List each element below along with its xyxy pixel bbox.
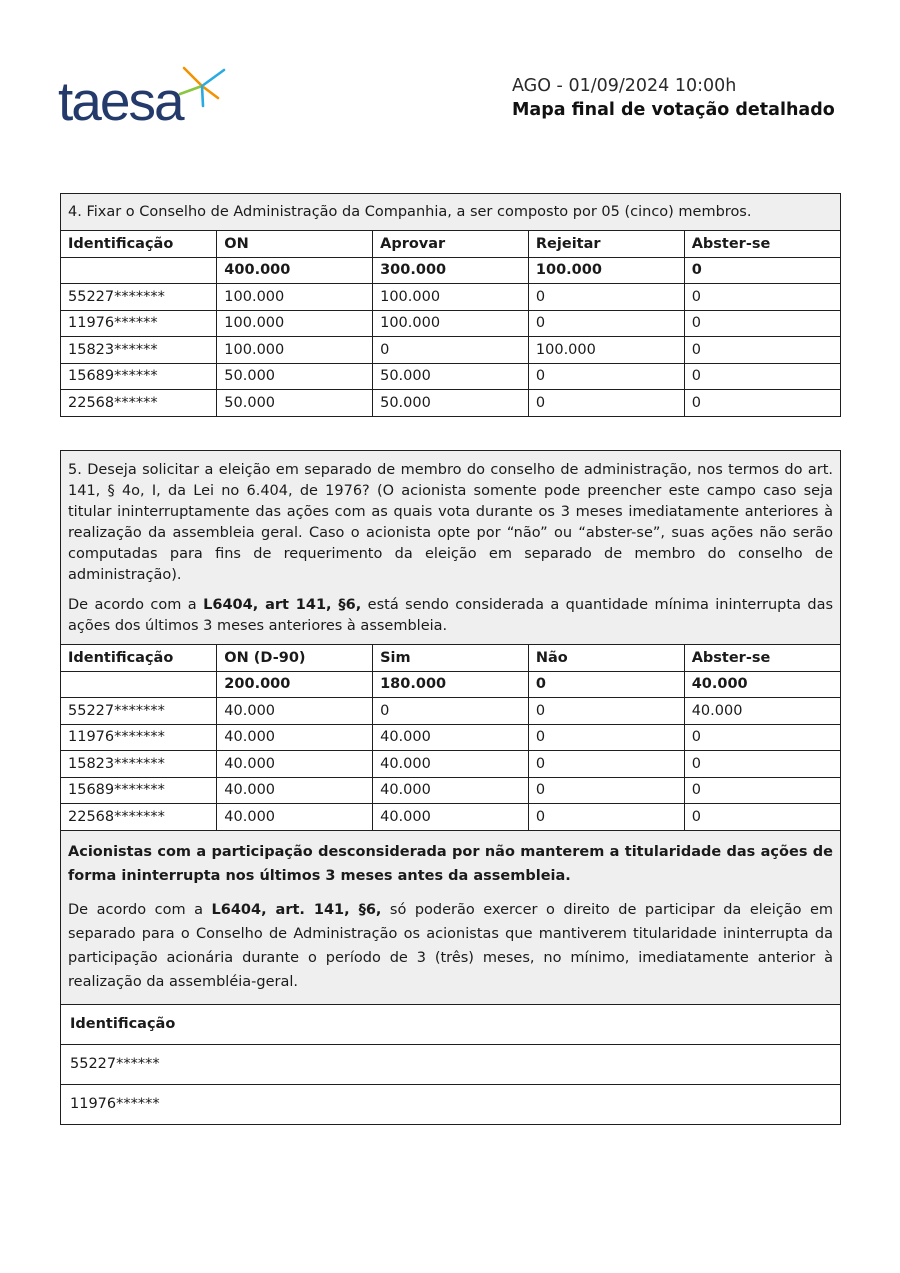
disregarded-list-header: Identificação xyxy=(70,1016,176,1032)
logo-star-icon xyxy=(176,64,230,114)
table-cell: 0 xyxy=(528,751,684,778)
table-cell: 40.000 xyxy=(217,698,373,725)
column-header: Sim xyxy=(373,645,529,671)
table-cell: 55227******* xyxy=(61,284,217,311)
table-cell: 50.000 xyxy=(373,390,529,416)
table-cell: 15689****** xyxy=(61,363,217,390)
table-cell: 0 xyxy=(684,777,840,804)
table-cell: 0 xyxy=(373,698,529,725)
question-5-title xyxy=(61,451,840,645)
table-cell: 0 xyxy=(684,363,840,390)
question-5-table xyxy=(61,645,840,831)
table-cell: 40.000 xyxy=(684,671,840,698)
column-header: Identificação xyxy=(61,231,217,257)
table-cell: 40.000 xyxy=(217,751,373,778)
table-cell: 0 xyxy=(373,337,529,364)
meeting-date: AGO - 01/09/2024 10:00h xyxy=(512,76,737,96)
table-cell: 0 xyxy=(528,363,684,390)
table-cell: 0 xyxy=(528,310,684,337)
table-cell xyxy=(61,671,217,698)
question-5-text: 5. Deseja solicitar a eleição em separado de membro do conselho de administração, nos termos do art. 141, § 4o, I, da Lei no 6.404, de 1976? (O acionista somente pode preencher este campo caso seja titular ininterruptamente das ações com as quais vota durante os 3 meses imediatamente anteriores à realização da assembleia geral. Caso o acionista opte por “não” ou “abster-se”, suas ações não serão computadas para fins de requerimento da eleição em separado de membro do conselho de administração). xyxy=(68,462,833,583)
column-header: Abster-se xyxy=(684,231,840,257)
table-cell: 0 xyxy=(684,724,840,751)
table-cell: 40.000 xyxy=(373,777,529,804)
table-cell: 22568****** xyxy=(61,390,217,416)
table-cell: 0 xyxy=(684,390,840,416)
table-cell: 100.000 xyxy=(217,337,373,364)
table-cell: 40.000 xyxy=(217,777,373,804)
table-cell: 100.000 xyxy=(528,337,684,364)
disregarded-basis: De acordo com a L6404, art. 141, §6, só poderão exercer o direito de participar da eleição em separado para o Conselho de Administração os acionistas que mantiverem titularidade ininterrupta da participação acionária durante o período de 3 (três) meses, no mínimo, imediatamente anterior à realização da assembléia-geral. xyxy=(68,901,833,990)
totals-row xyxy=(61,257,840,284)
disregarded-title: Acionistas com a participação desconsiderada por não manterem a titularidade das ações de forma ininterrupta nos últimos 3 meses antes da assembleia. xyxy=(68,843,833,884)
document-header xyxy=(512,74,835,122)
column-header: Rejeitar xyxy=(528,231,684,257)
table-row xyxy=(61,284,840,311)
table-cell: 0 xyxy=(528,698,684,725)
question-4-block xyxy=(60,193,841,417)
table-cell: 0 xyxy=(528,671,684,698)
table-row xyxy=(61,363,840,390)
column-header: ON (D-90) xyxy=(217,645,373,671)
table-cell: 40.000 xyxy=(373,804,529,831)
table-cell: 100.000 xyxy=(528,257,684,284)
list-item: 11976****** xyxy=(61,1084,840,1124)
table-row xyxy=(61,390,840,416)
table-cell: 100.000 xyxy=(217,284,373,311)
table-cell: 15823****** xyxy=(61,337,217,364)
table-cell: 11976******* xyxy=(61,724,217,751)
table-cell: 40.000 xyxy=(217,724,373,751)
table-row xyxy=(61,698,840,725)
logo-wordmark: taesa xyxy=(58,70,183,132)
disregarded-list xyxy=(61,1005,840,1124)
table-cell: 11976****** xyxy=(61,310,217,337)
table-cell: 0 xyxy=(684,804,840,831)
table-cell: 0 xyxy=(684,284,840,311)
column-header: Abster-se xyxy=(684,645,840,671)
table-header-row xyxy=(61,231,840,257)
table-cell: 22568******* xyxy=(61,804,217,831)
table-cell: 100.000 xyxy=(217,310,373,337)
table-row xyxy=(61,310,840,337)
table-cell: 400.000 xyxy=(217,257,373,284)
question-4-title: 4. Fixar o Conselho de Administração da Companhia, a ser composto por 05 (cinco) membros. xyxy=(61,194,840,231)
table-cell: 0 xyxy=(528,390,684,416)
table-cell: 0 xyxy=(684,257,840,284)
table-cell: 0 xyxy=(528,777,684,804)
table-cell: 0 xyxy=(528,804,684,831)
table-cell: 0 xyxy=(684,337,840,364)
table-row xyxy=(61,804,840,831)
list-item: 55227****** xyxy=(61,1044,840,1084)
table-row xyxy=(61,751,840,778)
table-cell: 50.000 xyxy=(373,363,529,390)
table-cell: 40.000 xyxy=(217,804,373,831)
table-cell: 40.000 xyxy=(684,698,840,725)
disregarded-shareholders-note xyxy=(61,831,840,1005)
table-row xyxy=(61,777,840,804)
table-cell: 15689******* xyxy=(61,777,217,804)
table-cell xyxy=(61,257,217,284)
column-header: Não xyxy=(528,645,684,671)
table-cell: 0 xyxy=(528,724,684,751)
question-5-basis: De acordo com a L6404, art 141, §6, está sendo considerada a quantidade mínima ininterrupta das ações dos últimos 3 meses anteriores à assembleia. xyxy=(68,597,834,634)
table-cell: 100.000 xyxy=(373,284,529,311)
company-logo xyxy=(58,64,230,134)
table-cell: 100.000 xyxy=(373,310,529,337)
table-cell: 0 xyxy=(684,751,840,778)
question-5-block xyxy=(60,450,841,1125)
table-cell: 180.000 xyxy=(373,671,529,698)
table-cell: 50.000 xyxy=(217,363,373,390)
table-cell: 0 xyxy=(528,284,684,311)
table-row xyxy=(61,724,840,751)
table-cell: 40.000 xyxy=(373,724,529,751)
question-4-table xyxy=(61,231,840,416)
table-cell: 300.000 xyxy=(373,257,529,284)
table-cell: 200.000 xyxy=(217,671,373,698)
table-cell: 15823******* xyxy=(61,751,217,778)
column-header: Aprovar xyxy=(373,231,529,257)
column-header: ON xyxy=(217,231,373,257)
table-cell: 50.000 xyxy=(217,390,373,416)
column-header: Identificação xyxy=(61,645,217,671)
table-header-row xyxy=(61,645,840,671)
table-row xyxy=(61,337,840,364)
document-title: Mapa final de votação detalhado xyxy=(512,100,835,120)
table-cell: 40.000 xyxy=(373,751,529,778)
totals-row xyxy=(61,671,840,698)
table-cell: 55227******* xyxy=(61,698,217,725)
table-cell: 0 xyxy=(684,310,840,337)
